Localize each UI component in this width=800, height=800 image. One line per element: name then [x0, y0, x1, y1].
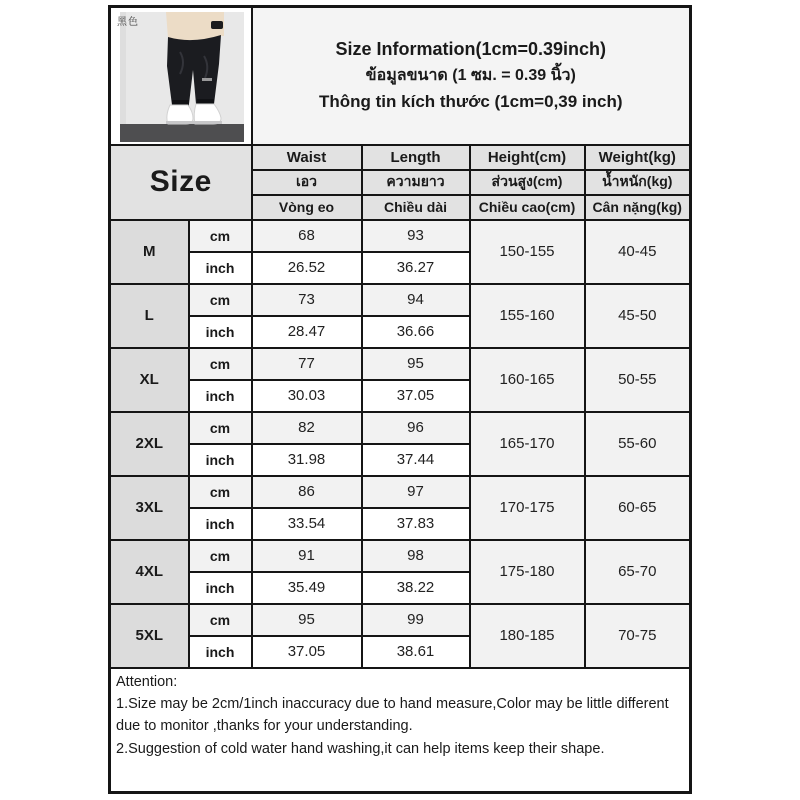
unit-cm-label: cm	[189, 348, 252, 380]
photo-title-row	[110, 7, 691, 145]
length-cm-value: 97	[362, 476, 470, 508]
height-range: 180-185	[470, 604, 585, 668]
waist-cm-value: 73	[252, 284, 362, 316]
waist-inch-value: 33.54	[252, 508, 362, 540]
size-cell: 2XL	[110, 412, 189, 476]
waist-inch-value: 30.03	[252, 380, 362, 412]
header-waist-th: เอว	[252, 170, 362, 195]
size-header: Size	[110, 145, 252, 220]
size-cell: 4XL	[110, 540, 189, 604]
size-chart-table	[108, 5, 692, 794]
unit-inch-label: inch	[189, 316, 252, 348]
title-english: Size Information(1cm=0.39inch)	[335, 39, 607, 60]
length-cm-value: 94	[362, 284, 470, 316]
waist-inch-value: 37.05	[252, 636, 362, 668]
header-height-th: ส่วนสูง(cm)	[470, 170, 585, 195]
waist-cm-value: 82	[252, 412, 362, 444]
unit-inch-label: inch	[189, 508, 252, 540]
height-range: 165-170	[470, 412, 585, 476]
header-weight-th: น้ำหนัก(kg)	[585, 170, 691, 195]
header-waist-en: Waist	[252, 145, 362, 170]
unit-cm-label: cm	[189, 412, 252, 444]
unit-cm-label: cm	[189, 476, 252, 508]
waist-cm-value: 91	[252, 540, 362, 572]
color-label: 黑色	[117, 17, 139, 28]
weight-range: 65-70	[585, 540, 691, 604]
row-4xl-cm	[110, 540, 691, 572]
unit-cm-label: cm	[189, 604, 252, 636]
unit-inch-label: inch	[189, 636, 252, 668]
height-range: 170-175	[470, 476, 585, 540]
row-3xl-cm	[110, 476, 691, 508]
waist-cm-value: 86	[252, 476, 362, 508]
attention-cell	[110, 668, 691, 793]
height-range: 175-180	[470, 540, 585, 604]
product-photo-cell	[110, 7, 252, 145]
unit-cm-label: cm	[189, 284, 252, 316]
height-range: 155-160	[470, 284, 585, 348]
header-height-en: Height(cm)	[470, 145, 585, 170]
row-l-cm	[110, 284, 691, 316]
length-cm-value: 98	[362, 540, 470, 572]
header-waist-vi: Vòng eo	[252, 195, 362, 220]
row-xl-cm	[110, 348, 691, 380]
height-range: 160-165	[470, 348, 585, 412]
length-inch-value: 37.05	[362, 380, 470, 412]
header-length-vi: Chiều dài	[362, 195, 470, 220]
length-cm-value: 93	[362, 220, 470, 252]
unit-inch-label: inch	[189, 252, 252, 284]
length-inch-value: 37.44	[362, 444, 470, 476]
length-inch-value: 36.66	[362, 316, 470, 348]
weight-range: 40-45	[585, 220, 691, 284]
weight-range: 70-75	[585, 604, 691, 668]
waist-cm-value: 68	[252, 220, 362, 252]
height-range: 150-155	[470, 220, 585, 284]
size-cell: 3XL	[110, 476, 189, 540]
unit-inch-label: inch	[189, 380, 252, 412]
length-inch-value: 38.61	[362, 636, 470, 668]
title-cell	[252, 7, 691, 145]
header-length-en: Length	[362, 145, 470, 170]
title-vietnamese: Thông tin kích thước (1cm=0,39 inch)	[319, 91, 623, 111]
size-cell: XL	[110, 348, 189, 412]
weight-range: 55-60	[585, 412, 691, 476]
unit-inch-label: inch	[189, 444, 252, 476]
size-cell: 5XL	[110, 604, 189, 668]
size-cell: M	[110, 220, 189, 284]
length-cm-value: 95	[362, 348, 470, 380]
length-inch-value: 37.83	[362, 508, 470, 540]
header-weight-vi: Cân nặng(kg)	[585, 195, 691, 220]
header-height-vi: Chiều cao(cm)	[470, 195, 585, 220]
header-row-english	[110, 145, 691, 170]
attention-heading: Attention:	[116, 673, 178, 690]
length-inch-value: 38.22	[362, 572, 470, 604]
attention-line-2: 2.Suggestion of cold water hand washing,it can help items keep their shape.	[116, 740, 605, 757]
weight-range: 60-65	[585, 476, 691, 540]
row-m-cm	[110, 220, 691, 252]
row-5xl-cm	[110, 604, 691, 636]
waist-cm-value: 95	[252, 604, 362, 636]
unit-cm-label: cm	[189, 220, 252, 252]
length-cm-value: 99	[362, 604, 470, 636]
row-2xl-cm	[110, 412, 691, 444]
weight-range: 45-50	[585, 284, 691, 348]
length-cm-value: 96	[362, 412, 470, 444]
product-photo	[120, 12, 244, 142]
waist-cm-value: 77	[252, 348, 362, 380]
waist-inch-value: 31.98	[252, 444, 362, 476]
attention-row	[110, 668, 691, 793]
waist-inch-value: 35.49	[252, 572, 362, 604]
pants-model-illustration	[120, 12, 244, 142]
waist-inch-value: 28.47	[252, 316, 362, 348]
unit-inch-label: inch	[189, 572, 252, 604]
length-inch-value: 36.27	[362, 252, 470, 284]
attention-line-1: 1.Size may be 2cm/1inch inaccuracy due to hand measure,Color may be little different due to monitor ,thanks for your understanding.	[116, 695, 669, 735]
header-length-th: ความยาว	[362, 170, 470, 195]
header-weight-en: Weight(kg)	[585, 145, 691, 170]
title-thai: ข้อมูลขนาด (1 ซม. = 0.39 นิ้ว)	[365, 67, 576, 85]
waist-inch-value: 26.52	[252, 252, 362, 284]
unit-cm-label: cm	[189, 540, 252, 572]
weight-range: 50-55	[585, 348, 691, 412]
size-cell: L	[110, 284, 189, 348]
